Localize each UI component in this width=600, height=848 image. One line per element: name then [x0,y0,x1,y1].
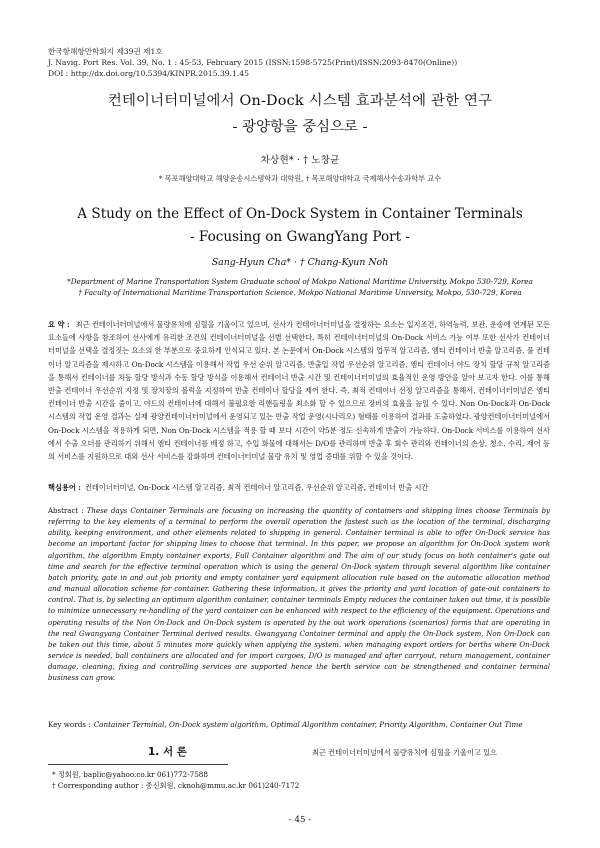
abstract-english-label: Abstract : [48,507,84,515]
footnote-first-author: * 정회원, baplic@yahoo.co.kr 061)772-7588 [52,770,208,779]
subtitle-english: - Focusing on GwangYang Port - [189,229,411,245]
footnote-corresponding-author: † Corresponding author : 종신회원, cknoh@mmu.ac.kr 061)240-7172 [52,780,300,790]
affiliation-english [0,276,600,299]
section-heading-introduction: 1. 서 론 [148,746,187,758]
abstract-korean [48,318,550,463]
keywords-english-label: Key words : [48,720,91,729]
affiliation-english-line2: † Faculty of International Maritime Transportation Science, Mokpo National Maritime University, Mokpo, 530-729, Korea [78,288,522,298]
keywords-english-text: Container Terminal, On-Dock system algorithm, Optimal Algorithm container, Priority Algorithm, Container Out Time [93,720,523,729]
journal-header [48,46,457,80]
journal-name-ko: 한국항해항만학회지 제39권 제1호 [48,47,163,56]
page-number: - 45 - [288,815,312,825]
authors-korean: 차상현* · † 노창균 [260,155,340,166]
abstract-korean-text: 최근 컨테이너터미널에서 물량유치에 심혈을 기울이고 있으며, 선사가 컨테이너터미널을 결정하는 요소는 입지조건, 하역능력, 보관, 운송에 연계된 모든 요소들에 사항을 참조하여 선사에게 유리한 조건의 컨테이너터미널을 선별 선택한다. 특히 컨테이너터미널의 On-Dock 서비스 가능 여부 또한 선사가 컨테이너터미널을 선택을 결정짓는 요소의 한 부분으로 중요하게 인식되고 있다. 본 논문에서 On-Dock 시스템의 업무적 알고리즘, 엠티 컨테이너 반출 알고리즘, 풀 컨테이너 알고리즘을 제시하고 On-Dock 시스템을 이용해서 작업 우선 순위 알고리즘, 반출입 작업 우선순위 알고리즘, 엠티 컨테이너 야드 장치 할당 규칙 알고리즘을 통해서 컨테이너를 차등 할당 방식과 수동 할당 방식을 이용해서 컨테이너 반출 시간 및 컨테이너터미널의 효율적인 운영 방안을 알아 보고자 한다. 이를 통해 반출 컨테이너 우선순위 지정 및 장치장의 블럭을 지정하여 반출 컨테이너 할당을 제어 한다. 즉, 최적 컨테이너 선정 알고리즘을 통해서, 컨테이너터미널은 엠티 컨테이너 반출 시간을 줄이고, 야드의 컨테이너에 대해서 불필요한 리핸들링을 최소화 할 수 있으므로 장비의 효율을 높일 수 있다. Non On-Dock과 On-Dock 시스템의 작업 운영 결과는 실제 광양컨테이너터미널에서 운영되고 있는 반출 작업 운영(시나리오) 형태를 이용하여 결과를 도출하였다. 광양컨테이너터미널에서 On-Dock 시스템을 적용하게 되면, Non On-Dock 시스템을 적용 할 때 보다 시간이 약5분 정도 신속하게 반출이 가능하다. On-Dock 서비스를 이용하여 선사에서 수출 오더를 관리하기 위해서 엠티 컨테이너를 배정 하고, 수입 화물에 대해서는 D/O를 관리하며 반출 후 회수 관리와 컨테이너의 손상, 청소, 수리, 제어 등의 서비스를 지원하므로 대외 선사 서비스를 강화하며 컨테이너터미널 물량 유치 및 영업 증대를 위할 수 있을 것이다. [48,320,551,462]
affiliation-english-line1: *Department of Marine Transportation System Graduate school of Mokpo National Maritime University, Mokpo 530-729, Korea [67,277,533,286]
footnotes [52,770,299,791]
title-korean: 컨테이너터미널에서 On-Dock 시스템 효과분석에 관한 연구 [107,93,493,109]
abstract-english-text: These days Container Terminals are focusing on increasing the quantity of containers and shipping lines choose Terminals by referring to the key elements of a terminal to perform the overall operation the fastest such as the location of the terminal, discharging ability, keeping environment, and other elements related to shipping in general. Container terminal is able to offer On-Dock service has become an important factor for shipping lines to choose that terminal. In this paper, we propose an algorithm for On-Dock system work algorithm, the algorithm Empty container exports, Full Container algorithm and The aim of our study focus on both container's gate out time and search for the effective terminal operation which is using the general On-Dock system through several algorithm like container batch priority, gate in and out job priority and empty container yard equipment allocation rule based on the automatic allocation method and manual allocation scheme for container. Gathering these information, it gives the priority and yard location of gate-out containers to control. That is, by selecting an optimum algorithm container, container terminals Empty reduces the container taken out time, it is possible to minimize unnecessary re-handling of the yard container can be enhanced with respect to the efficiency of the equipment. Operations and operating results of the Non On-Dock and On-Dock system is operated by the out work operations (scenarios) forms that are operating in the real Gwangyang Container Terminal derived results. Gwangyang Container terminal and apply the On-Dock system, Non On-Dock can be taken out this time, about 5 minutes more quickly when applying the system. when managing export orders for berths where On-Dock service is needed, ball containers are allocated and for import cargoes, D/O is managed and after carryout, return management, container damage, cleaning, fixing and controlling services are supported hence the berth service can be strengthened and container terminal business can grow. [48,507,551,683]
subtitle-korean: - 광양항을 중심으로 - [232,119,368,135]
keywords-korean-label: 핵심용어 : [48,483,81,492]
keywords-korean [48,482,550,494]
keywords-english [48,720,550,729]
doi-link[interactable]: DOI : http://dx.doi.org/10.5394/KINPR.2015.39.1.45 [48,69,249,79]
authors-english: Sang-Hyun Cha* · † Chang-Kyun Noh [211,257,389,268]
section-body-start: 최근 컨테이너터미널에서 물량유치에 심혈을 기울이고 있으 [312,748,498,757]
abstract-english [48,506,550,685]
affiliation-korean: * 목포해양대학교 해양운송시스템학과 대학원, † 목포해양대학교 국제해사수송과학부 교수 [158,174,442,183]
keywords-korean-text: 컨테이너터미널, On-Dock 시스템 알고리즘, 최적 컨테이너 알고리즘, 우선순위 알고리즘, 컨테이너 반출 시간 [84,483,429,492]
journal-citation: J. Navig. Port Res. Vol. 39, No. 1 : 45-53, February 2015 (ISSN:1598-5725(Print)/ISSN:2093-8470(Online)) [48,58,458,68]
title-english: A Study on the Effect of On-Dock System in Container Terminals [77,206,523,222]
footnote-divider [48,764,228,765]
abstract-korean-label: 요 약 : [48,320,70,329]
